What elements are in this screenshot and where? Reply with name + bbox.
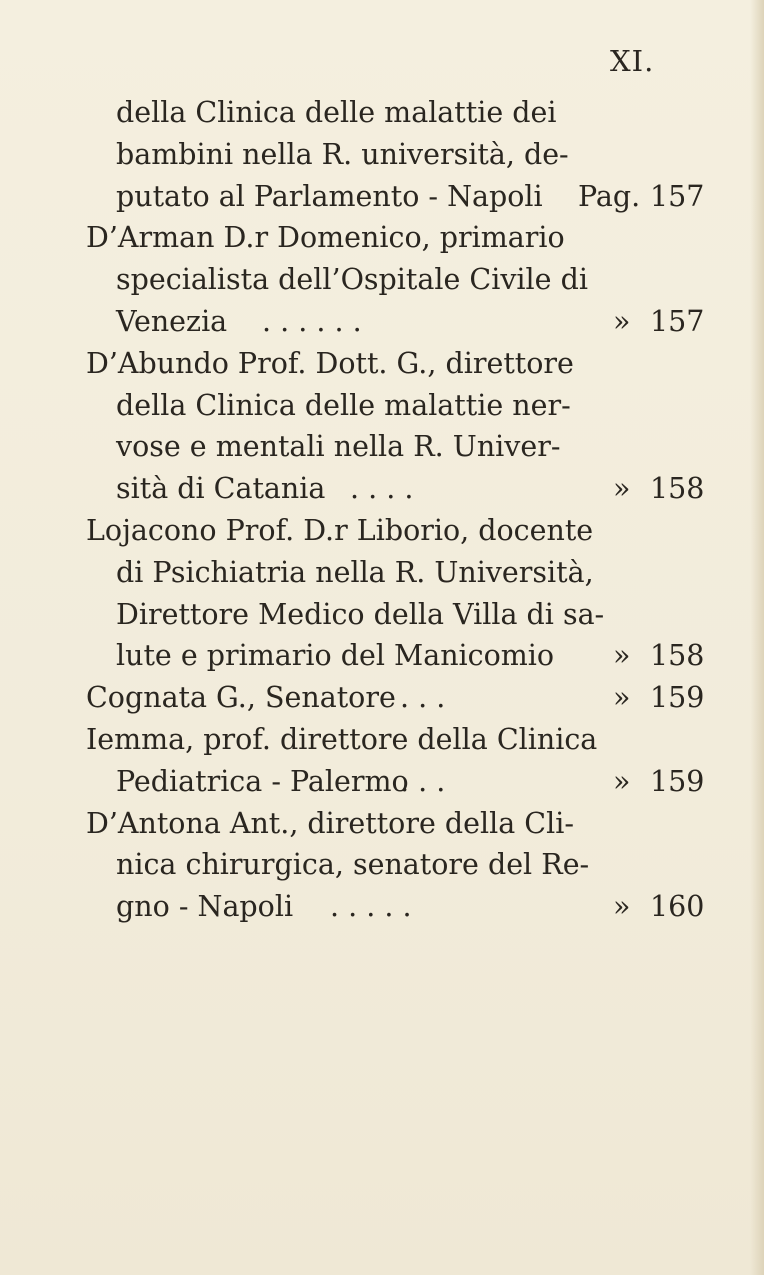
dot-leader: . . . . . [330,890,412,924]
entry-line [0,385,764,427]
entry-line [0,426,764,468]
dot-leader: . . . . . . [262,304,362,338]
entry-text: gno - Napoli [116,890,294,924]
entry-text: D’Abundo Prof. Dott. G., direttore [86,346,574,380]
entry-line [0,552,764,594]
entry-line [0,719,764,761]
entry-text: di Psichiatria nella R. Università, [116,555,594,589]
entry-text: putato al Parlamento - Napoli [116,179,543,213]
entry-line [0,594,764,636]
entry-text: nica chirurgica, senatore del Re- [116,848,590,882]
entry-text: Direttore Medico della Villa di sa- [116,597,605,631]
page-reference: 157 [650,304,705,338]
entry-line [0,886,764,928]
page-reference: 159 [650,681,705,715]
entry-text: D’Arman D.r Domenico, primario [86,221,565,255]
entry-line [0,92,764,134]
entry-line [0,176,764,218]
entry-text: Lojacono Prof. D.r Liborio, docente [86,513,594,547]
entry-line [0,468,764,510]
page-number: XI. [610,44,655,78]
entry-text: sità di Catania [116,472,326,506]
dot-leader: . . . . [350,472,414,506]
entry-text: vose e mentali nella R. Univer- [116,430,561,464]
ditto-mark: » [613,472,631,506]
dot-leader: . . . [400,681,446,715]
dot-leader: . . . [400,764,446,798]
entry-line [0,761,764,803]
page-reference: 158 [650,639,705,673]
entry-text: D’Antona Ant., direttore della Cli- [86,806,574,840]
entry-text: Cognata G., Senatore [86,681,396,715]
index-entry [0,510,764,677]
index-entry [0,719,764,803]
index-entries [0,92,764,928]
entry-text: lute e primario del Manicomio [116,639,555,673]
page-reference: 158 [650,472,705,506]
ditto-mark: » [613,304,631,338]
entry-line [0,677,764,719]
index-entry [0,217,764,342]
index-entry [0,92,764,217]
entry-line [0,134,764,176]
index-entry [0,803,764,928]
entry-text: specialista dell’Ospitale Civile di [116,263,588,297]
page-marker: Pag. [578,179,641,213]
entry-line [0,844,764,886]
entry-line [0,803,764,845]
ditto-mark: » [613,764,631,798]
index-entry [0,677,764,719]
ditto-mark: » [613,890,631,924]
ditto-mark: » [613,639,631,673]
entry-text: Venezia [116,304,228,338]
entry-line [0,635,764,677]
entry-text: della Clinica delle malattie ner- [116,388,571,422]
entry-text: della Clinica delle malattie dei [116,96,557,129]
ditto-mark: » [613,681,631,715]
entry-line [0,217,764,259]
entry-text: Pediatrica - Palermo [116,764,409,798]
entry-line [0,301,764,343]
entry-line [0,259,764,301]
entry-text: bambini nella R. università, de- [116,137,569,171]
index-entry [0,343,764,510]
entry-line [0,343,764,385]
page-reference: 160 [650,890,705,924]
page-reference: 157 [650,179,705,213]
entry-text: Iemma, prof. direttore della Clinica [86,722,598,756]
page-reference: 159 [650,764,705,798]
entry-line [0,510,764,552]
